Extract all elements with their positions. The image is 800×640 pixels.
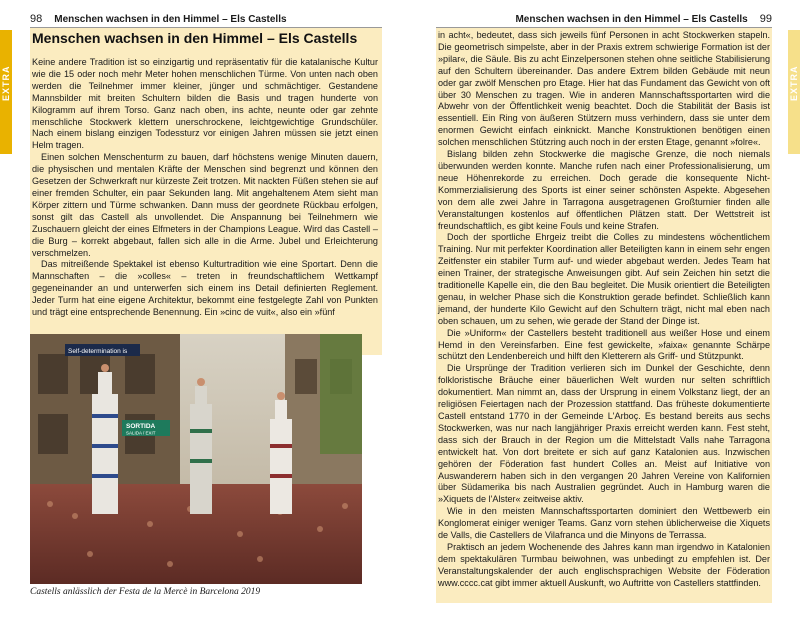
paragraph: Bislang bilden zehn Stockwerke die magische Grenze, die noch niemals überwunden werden konnte. Manche rufen nach einer Professionalisierung, um neue Höhenrekorde zu erreichen. Doch gerade die konsequente Nicht-Kommerzialisierung des Sports ist einer seiner schönsten Aspekte. Abgesehen von dem alle zwei Jahre in Tarragona ausgetragenen Großturnier finden alle Veranstaltungen kostenlos auf öffentlichen Plätzen statt. Der Wettstreit ist freundschaftlich, es gibt keine Fouls und keine Strafen. (438, 149, 770, 231)
photo-caption: Castells anlässlich der Festa de la Mercè in Barcelona 2019 (30, 587, 261, 597)
article-body-right (438, 30, 770, 590)
running-header-text-left: Menschen wachsen in den Himmel – Els Castells (54, 14, 287, 25)
right-page (400, 0, 800, 640)
paragraph: Doch der sportliche Ehrgeiz treibt die Colles zu mindestens wöchentlichem Training. Nur mit perfekter Koordination aller Beteiligten kann in einem sehr engen Zeitfenster ein stabiler Turm auf- und wieder abgebaut werden. Jedes Team hat einen Trainer, der strategische Anweisungen gibt. Auf sein Zeichen hin setzt die traditionelle Kapelle ein, die den Bau begleitet. Die Musik orientiert die Beteiligten genau, in welcher Phase sich die Konstruktion gerade befindet. Schließlich kann jemand, der hunderte Kilo Gewicht auf den Schultern trägt, nicht mal eben nach oben schauen, um zu sehen, wie gerade der Stand der Dinge ist. (438, 232, 770, 326)
page-number-right: 99 (759, 13, 772, 25)
banner-sign-text: Self-determination is (68, 348, 128, 355)
page-number-left: 98 (30, 13, 43, 25)
paragraph: Keine andere Tradition ist so einzigartig und repräsentativ für die katalanische Kultur wie die 15 oder noch mehr Meter hohen menschlichen Türme. Von unten nach oben werden die Teilnehmer immer kleiner, jünger und schmächtiger. Gestandene Mannsbilder mit breiten Schultern bilden die Basis und tragen hunderte von Kilogramm auf ihrem Torso. Ganz nach oben, ins achte, neunte oder gar zehnte menschliche Stockwerk klettern unerschrockene, leichtgewichtige Grundschüler. Nach einem bislang einzigen Todessturz vor einigen Jahren müssen sie jetzt einen Helm tragen. (32, 57, 378, 151)
running-header-left (30, 13, 382, 28)
exit-sign-text: SORTIDA (126, 423, 156, 430)
paragraph: Das mitreißende Spektakel ist ebenso Kulturtradition wie eine Sportart. Denn die Mannschaften – die »colles« – treten in freundschaftlichem Wettkampf gegeneinander an und unterwerfen sich einem ins Detail definierten Reglement. Jeder Turm hat eine eigene Architektur, bekommt eine festgelegte Zahl von Punkten und trägt eine entsprechende Benennung. Ein »cinc de vuit«, also ein »fünf (32, 259, 378, 318)
tree-right (320, 334, 362, 454)
extra-section-tab-left (0, 30, 12, 154)
paragraph: Wie in den meisten Mannschaftssportarten dominiert den Wettbewerb ein Konglomerat einiger weniger Teams. Ganz vorn stehen üblicherweise die Xiquets de Valls, die Castellers de Vilafranca und die Minyons de Terrassa. (438, 506, 770, 541)
paragraph: Praktisch an jedem Wochenende des Jahres kann man irgendwo in Katalonien dem spektakulären Turmbau beiwohnen, was unbedingt zu empfehlen ist. Der Veranstaltungskalender der auch englischsprachigen Website der Föderation www.cccc.cat gibt immer aktuell Auskunft, wo Auftritte von Castellers stattfinden. (438, 541, 770, 588)
article-body-left (32, 57, 378, 319)
castells-photo (30, 334, 362, 584)
extra-tab-label-left: EXTRA (1, 65, 11, 101)
paragraph: Die Ursprünge der Tradition verlieren sich im Dunkel der Geschichte, denn folkloristische Bräuche einer bäuerlichen Welt wurden nur selten schriftlich dokumentiert. Man nimmt an, dass der Ursprung in einem Volkstanz liegt, der an religiösen Feiertagen nach der Prozession stattfand. Das früheste dokumentierte Castell entstand 1770 in der Gemeinde L'Arboç. Es bestand bereits aus sechs Stockwerken, was nur nach langjähriger Praxis erreicht werden kann. Fest steht, dass sich der Brauch in der Region um die Mittelstadt Valls nahe Tarragona entwickelt hat. Von dort breitete er sich auf ganz Katalonien aus. Inzwischen gehören der Föderation fast hundert Colles an. Meist auf Initiative von Auswanderern haben sich in den vergangen 20 Jahren Vereine von Kalifornien über Südamerika bis nach Australien gegründet. Auch in Hamburg waren die »Xiquets de l'Alster« zeitweise aktiv. (438, 363, 770, 505)
paragraph: Die »Uniform« der Castellers besteht traditionell aus weißer Hose und einem Hemd in den Vereinsfarben. Eine fest gewickelte, »faixa« genannte Schärpe schützt den Lendenbereich und hilft den Kletterern als Griff- und Stützpunkt. (438, 327, 770, 362)
paragraph: in acht«, bedeutet, dass sich jeweils fünf Personen in acht Stockwerken stapeln. Die geometrisch simpelste, aber in der Praxis extrem schwierige Formation ist der »pilar«, die Säule. Bis zu acht Einzelpersonen stehen ohne seitliche Stabilisierung auf den Schultern übereinander. Das andere Extrem bilden Gebäude mit neun oder gar zwölf Menschen pro Etage. Hier hat das Fundament das Gewicht von oft über 30 Menschen zu tragen. Wie in anderen Mannschaftssportarten wird die Abwehr von der Öffentlichkeit wenig beachtet. Doch die Stabilität der Basis ist essentiell. Ein Ring von äußeren Stützern muss verhindern, dass sie unter dem enormen Gewicht einfach einknickt. Manche Konstruktionen benötigen einen solchen menschlichen Stützring auch noch in der ersten Etage, genannt »folre«. (438, 30, 770, 148)
paragraph: Einen solchen Menschenturm zu bauen, darf höchstens wenige Minuten dauern, die physischen und mentalen Kräfte der Menschen sind begrenzt und können den Gesetzen der Schwerkraft nur kürzeste Zeit trotzen. Mit nackten Füßen stehen sie auf einer fremden Schulter, ein paar Sekunden lang. Mit angehaltenem Atem sieht man Körper zittern und Türme schwanken. Dann muss der geordnete Rückbau erfolgen, sonst gilt das Castell als unvollendet. Die Anspannung bei Teilnehmern wie Zuschauern gleicht der eines Elfmeters in der Champions League. Wird das Castell – die Burg – korrekt abgebaut, fallen sich alle in die Arme. Jubel und Erleichterung verschmelzen. (32, 152, 378, 258)
article-title: Menschen wachsen in den Himmel – Els Castells (32, 30, 358, 46)
extra-tab-label-right: EXTRA (789, 65, 799, 101)
running-header-right (436, 13, 772, 28)
exit-sign-subtext: SALIDA / EXIT (126, 430, 156, 436)
extra-section-tab-right (788, 30, 800, 154)
running-header-text-right: Menschen wachsen in den Himmel – Els Castells (515, 14, 748, 25)
